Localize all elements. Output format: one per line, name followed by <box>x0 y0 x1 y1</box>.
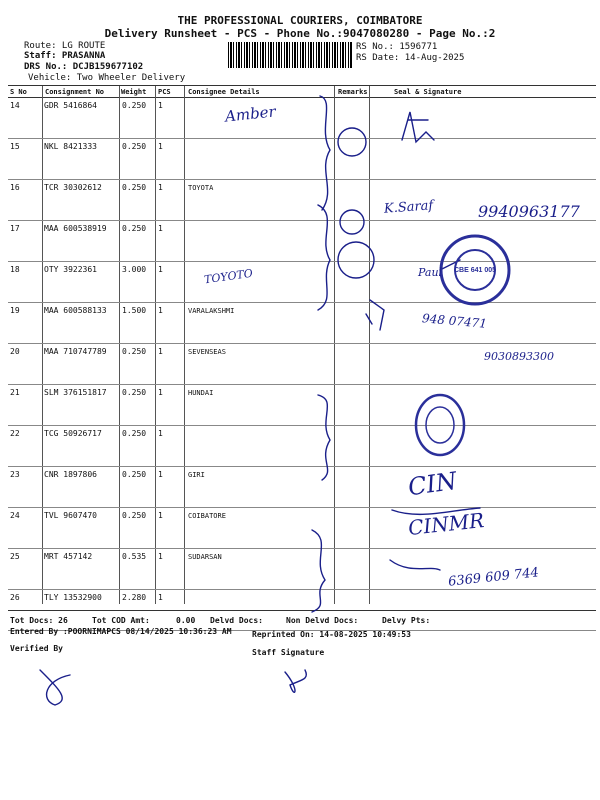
staff-label: Staff: PRASANNA <box>24 51 106 61</box>
row-consignment: TLY 13532900 <box>44 593 102 602</box>
row-weight: 0.250 <box>122 470 147 479</box>
staff-signature-mark <box>285 670 306 692</box>
rs-date: RS Date: 14-Aug-2025 <box>356 53 465 63</box>
row-consignee: VARALAKSHMI <box>188 307 235 315</box>
row-sno: 18 <box>10 265 20 274</box>
row-consignment: OTY 3922361 <box>44 265 97 274</box>
row-sno: 21 <box>10 388 20 397</box>
row-weight: 0.250 <box>122 142 147 151</box>
route-label: Route: LG ROUTE <box>24 41 106 51</box>
row-weight: 1.500 <box>122 306 147 315</box>
col-consignment: Consignment No <box>45 88 105 96</box>
runsheet-subtitle: Delivery Runsheet - PCS - Phone No.:9047080280 - Page No.:2 <box>104 27 496 40</box>
col-seal: Seal & Signature <box>394 88 462 96</box>
row-sno: 20 <box>10 347 20 356</box>
signature-scribble <box>402 112 434 142</box>
row-sno: 14 <box>10 101 20 110</box>
row-consignment: SLM 376151817 <box>44 388 107 397</box>
total-cod-value: 0.00 <box>176 616 196 625</box>
row-consignment: TVL 9607470 <box>44 511 97 520</box>
drs-number: DRS No.: DCJB159677102 <box>24 62 144 72</box>
row-pcs: 1 <box>158 306 163 315</box>
col-consignee: Consignee Details <box>188 88 260 96</box>
row-sno: 26 <box>10 593 20 602</box>
verified-signature <box>40 670 70 705</box>
handwritten-phone-2: 948 07471 <box>421 311 488 331</box>
reprinted-on: Reprinted On: 14-08-2025 10:49:53 <box>252 630 411 639</box>
circled-mark <box>338 242 374 278</box>
verified-by-label: Verified By <box>10 644 63 653</box>
row-weight: 3.000 <box>122 265 147 274</box>
row-pcs: 1 <box>158 183 163 192</box>
row-consignment: GDR 5416864 <box>44 101 97 110</box>
handwritten-amber: Amber <box>224 102 277 126</box>
handwritten-toyoto: TOYOTO <box>203 266 254 287</box>
delivered-docs: Delvd Docs: <box>210 616 263 625</box>
brace-mark <box>318 205 330 310</box>
row-sno: 25 <box>10 552 20 561</box>
row-weight: 0.250 <box>122 183 147 192</box>
row-sno: 23 <box>10 470 20 479</box>
row-consignee: TOYOTA <box>188 184 214 192</box>
stamp-center-text: CBE 641 005 <box>453 267 497 274</box>
row-weight: 0.250 <box>122 101 147 110</box>
circled-mark <box>338 128 366 156</box>
row-consignee: COIBATORE <box>188 512 226 520</box>
handwritten-phone-4: 6369 609 744 <box>447 565 540 590</box>
vehicle-label: Vehicle: Two Wheeler Delivery <box>28 73 186 83</box>
total-cod-label: Tot COD Amt: <box>92 616 150 625</box>
total-docs: Tot Docs: 26 <box>10 616 68 625</box>
handwritten-paul: Paul <box>418 266 443 279</box>
oval-stamp <box>416 395 464 455</box>
brace-mark <box>320 96 330 210</box>
col-weight: Weight <box>121 88 147 96</box>
row-consignment: TCR 30302612 <box>44 183 102 192</box>
row-weight: 0.250 <box>122 429 147 438</box>
handwritten-cin: CIN <box>406 466 459 502</box>
row-weight: 0.250 <box>122 511 147 520</box>
row-pcs: 1 <box>158 142 163 151</box>
rs-number: RS No.: 1596771 <box>356 42 438 52</box>
row-pcs: 1 <box>158 511 163 520</box>
row-pcs: 1 <box>158 593 163 602</box>
company-stamp <box>441 236 509 304</box>
row-pcs: 1 <box>158 347 163 356</box>
row-weight: 0.250 <box>122 347 147 356</box>
delivery-points: Delvy Pts: <box>382 616 431 625</box>
row-sno: 24 <box>10 511 20 520</box>
row-weight: 0.250 <box>122 224 147 233</box>
row-weight: 0.535 <box>122 552 147 561</box>
row-pcs: 1 <box>158 470 163 479</box>
staff-signature-label: Staff Signature <box>252 648 325 657</box>
row-pcs: 1 <box>158 429 163 438</box>
row-sno: 16 <box>10 183 20 192</box>
non-delivered-docs: Non Delvd Docs: <box>286 616 359 625</box>
handwritten-cinmr: CINMR <box>406 508 486 540</box>
brace-mark <box>312 530 325 612</box>
row-consignee: HUNDAI <box>188 389 214 397</box>
row-sno: 17 <box>10 224 20 233</box>
row-weight: 2.280 <box>122 593 147 602</box>
entered-by: Entered By :POORNIMAPCS 08/14/2025 10:36:23 AM <box>10 627 232 636</box>
row-consignment: MAA 600588133 <box>44 306 107 315</box>
row-pcs: 1 <box>158 101 163 110</box>
row-pcs: 1 <box>158 224 163 233</box>
row-consignment: NKL 8421333 <box>44 142 97 151</box>
brace-mark <box>318 395 330 480</box>
row-consignment: MAA 600538919 <box>44 224 107 233</box>
row-pcs: 1 <box>158 552 163 561</box>
row-sno: 15 <box>10 142 20 151</box>
row-pcs: 1 <box>158 388 163 397</box>
row-weight: 0.250 <box>122 388 147 397</box>
row-consignee: GIRI <box>188 471 205 479</box>
row-consignment: MAA 710747789 <box>44 347 107 356</box>
row-consignment: MRT 457142 <box>44 552 93 561</box>
handwritten-phone-3: 9030893300 <box>484 350 554 363</box>
row-consignee: SUDARSAN <box>188 553 222 561</box>
handwritten-ksaraf: K.Saraf <box>383 198 434 217</box>
tick-mark <box>366 314 372 324</box>
row-pcs: 1 <box>158 265 163 274</box>
row-sno: 22 <box>10 429 20 438</box>
signature-scribble <box>390 560 440 570</box>
row-sno: 19 <box>10 306 20 315</box>
handwritten-phone-1: 9940963177 <box>478 202 580 221</box>
row-consignment: CNR 1897806 <box>44 470 97 479</box>
circled-mark <box>340 210 364 234</box>
company-title: THE PROFESSIONAL COURIERS, COIMBATORE <box>177 14 423 27</box>
col-sno: S No <box>10 88 27 96</box>
col-pcs: PCS <box>158 88 171 96</box>
col-remarks: Remarks <box>338 88 368 96</box>
row-consignment: TCG 50926717 <box>44 429 102 438</box>
row-consignee: SEVENSEAS <box>188 348 226 356</box>
